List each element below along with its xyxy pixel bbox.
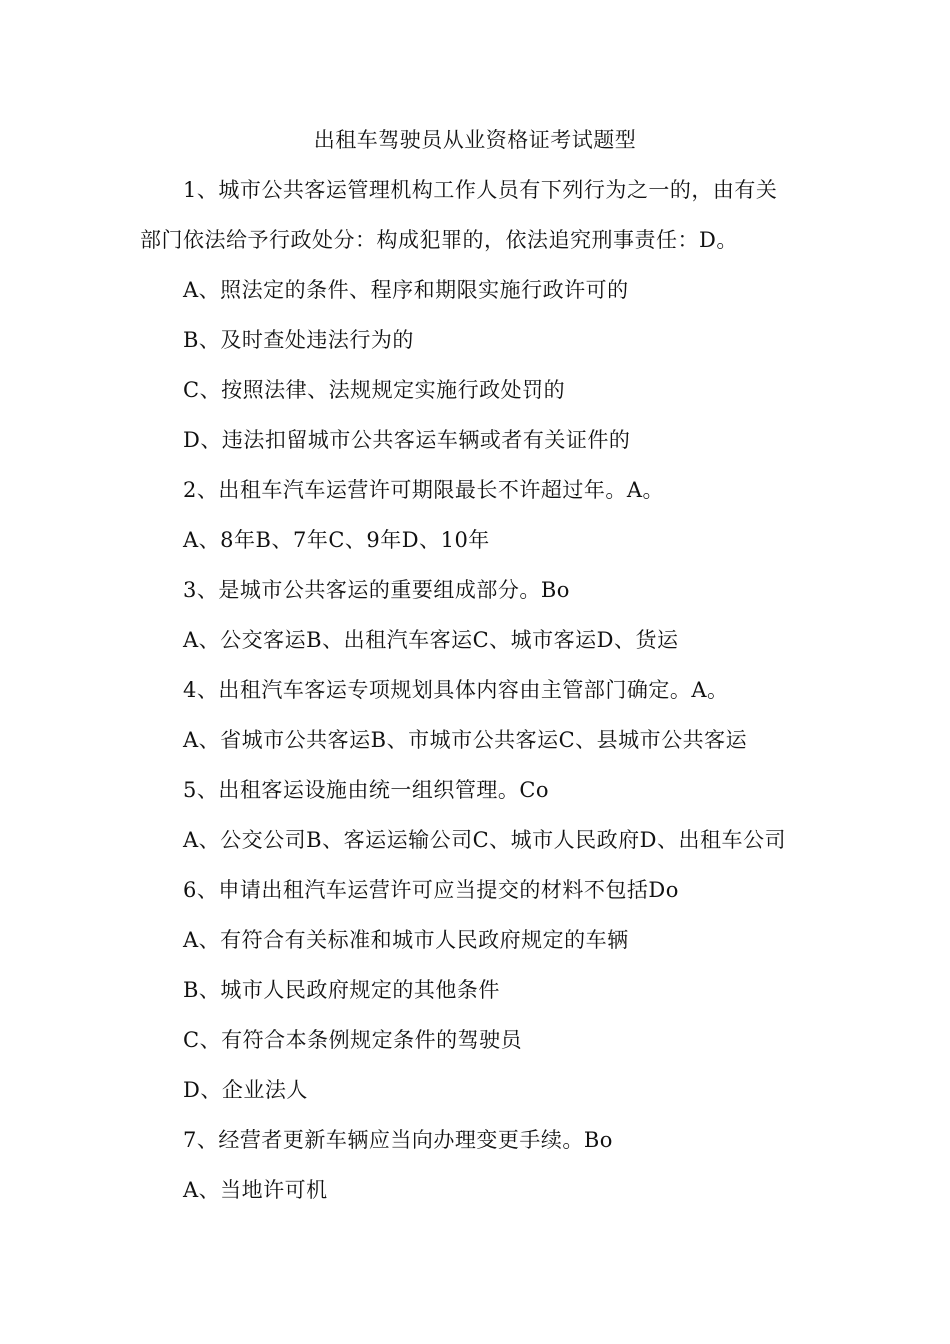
question-3: 3、是城市公共客运的重要组成部分。Bo	[183, 578, 570, 602]
question-1-option-a: A、照法定的条件、程序和期限实施行政许可的	[183, 278, 629, 302]
question-4: 4、出租汽车客运专项规划具体内容由主管部门确定。A。	[183, 678, 729, 702]
document-title: 出租车驾驶员从业资格证考试题型	[313, 128, 637, 152]
question-6-option-b: B、城市人民政府规定的其他条件	[183, 978, 500, 1002]
question-4-options: A、省城市公共客运B、市城市公共客运C、县城市公共客运	[183, 728, 748, 752]
question-1-option-c: C、按照法律、法规规定实施行政处罚的	[183, 378, 566, 402]
question-1-option-d: D、违法扣留城市公共客运车辆或者有关证件的	[183, 428, 631, 452]
question-6-option-a: A、有符合有关标准和城市人民政府规定的车辆	[183, 928, 629, 952]
question-6-option-d: D、企业法人	[183, 1078, 308, 1102]
question-1-line-2: 部门依法给予行政处分：构成犯罪的，依法追究刑事责任：D。	[140, 228, 738, 252]
question-2: 2、出租车汽车运营许可期限最长不许超过年。A。	[183, 478, 665, 502]
question-6-option-c: C、有符合本条例规定条件的驾驶员	[183, 1028, 523, 1052]
question-1-option-b: B、及时查处违法行为的	[183, 328, 414, 352]
question-5: 5、出租客运设施由统一组织管理。Co	[183, 778, 550, 802]
question-5-options: A、公交公司B、客运运输公司C、城市人民政府D、出租车公司	[183, 828, 787, 852]
question-7-option-a: A、当地许可机	[183, 1178, 328, 1202]
question-1-line-1: 1、城市公共客运管理机构工作人员有下列行为之一的，由有关	[183, 178, 778, 202]
question-3-options: A、公交客运B、出租汽车客运C、城市客运D、货运	[183, 628, 679, 652]
question-6: 6、申请出租汽车运营许可应当提交的材料不包括Do	[183, 878, 679, 902]
question-7: 7、经营者更新车辆应当向办理变更手续。Bo	[183, 1128, 613, 1152]
question-2-options: A、8年B、7年C、9年D、10年	[183, 528, 490, 552]
